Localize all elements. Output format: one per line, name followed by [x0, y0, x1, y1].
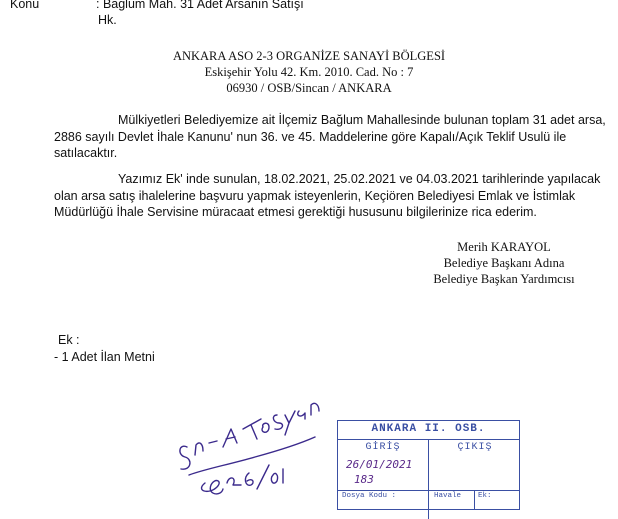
incoming-stamp — [337, 420, 520, 510]
addressee-line-3: 06930 / OSB/Sincan / ANKARA — [226, 81, 392, 95]
signatory-name: Merih KARAYOL — [457, 240, 551, 254]
body-paragraph-2-line-1: Yazımız Ek' inde sunulan, 18.02.2021, 25.02.2021 ve 04.03.2021 tarihlerinde yapılacak — [118, 172, 601, 186]
subject-text: : Bağlum Mah. 31 Adet Arsanın Satışı — [96, 0, 304, 11]
attachment-item: - 1 Adet İlan Metni — [54, 350, 155, 364]
handwritten-note — [165, 385, 355, 500]
stamp-exit-label: ÇIKIŞ — [457, 442, 493, 453]
stamp-entry-date: 26/01/2021 — [346, 458, 413, 471]
subject-continuation: Hk. — [98, 13, 117, 27]
attachments-label: Ek : — [58, 333, 80, 347]
stamp-entry-label: GİRİŞ — [365, 442, 401, 453]
body-paragraph-1-line-1: Mülkiyetleri Belediyemize ait İlçemiz Bağlum Mahallesinde bulunan toplam 31 adet arsa, — [118, 113, 606, 127]
body-paragraph-1-line-2: 2886 sayılı Devlet İhale Kanunu' nun 36. ve 45. Maddelerine göre Kapalı/Açık Teklif Usulü ile — [54, 130, 567, 144]
stamp-entry-number: 183 — [354, 473, 374, 486]
stamp-referral-label: Havale — [434, 492, 462, 500]
subject-label: Konu — [10, 0, 40, 11]
addressee-line-1: ANKARA ASO 2-3 ORGANİZE SANAYİ BÖLGESİ — [172, 49, 446, 63]
stamp-attachment-label: Ek: — [478, 492, 492, 500]
addressee-line-2: Eskişehir Yolu 42. Km. 2010. Cad. No : 7 — [204, 65, 414, 79]
stamp-title: ANKARA II. OSB. — [371, 423, 486, 435]
stamp-file-code-label: Dosya Kodu : — [342, 492, 397, 500]
signatory-title-2: Belediye Başkan Yardımcısı — [433, 272, 575, 286]
body-paragraph-2-line-3: Müdürlüğü İhale Servisine müracaat etmesi gerektiği hususunu bilgilerinize rica ederim. — [54, 205, 537, 219]
body-paragraph-1-line-3: satılacaktır. — [54, 146, 118, 160]
signatory-title-1: Belediye Başkanı Adına — [443, 256, 565, 270]
body-paragraph-2-line-2: olan arsa satış ihalelerine başvuru yapmak isteyenlerin, Keçiören Belediyesi Emlak ve İstimlak — [54, 189, 576, 203]
